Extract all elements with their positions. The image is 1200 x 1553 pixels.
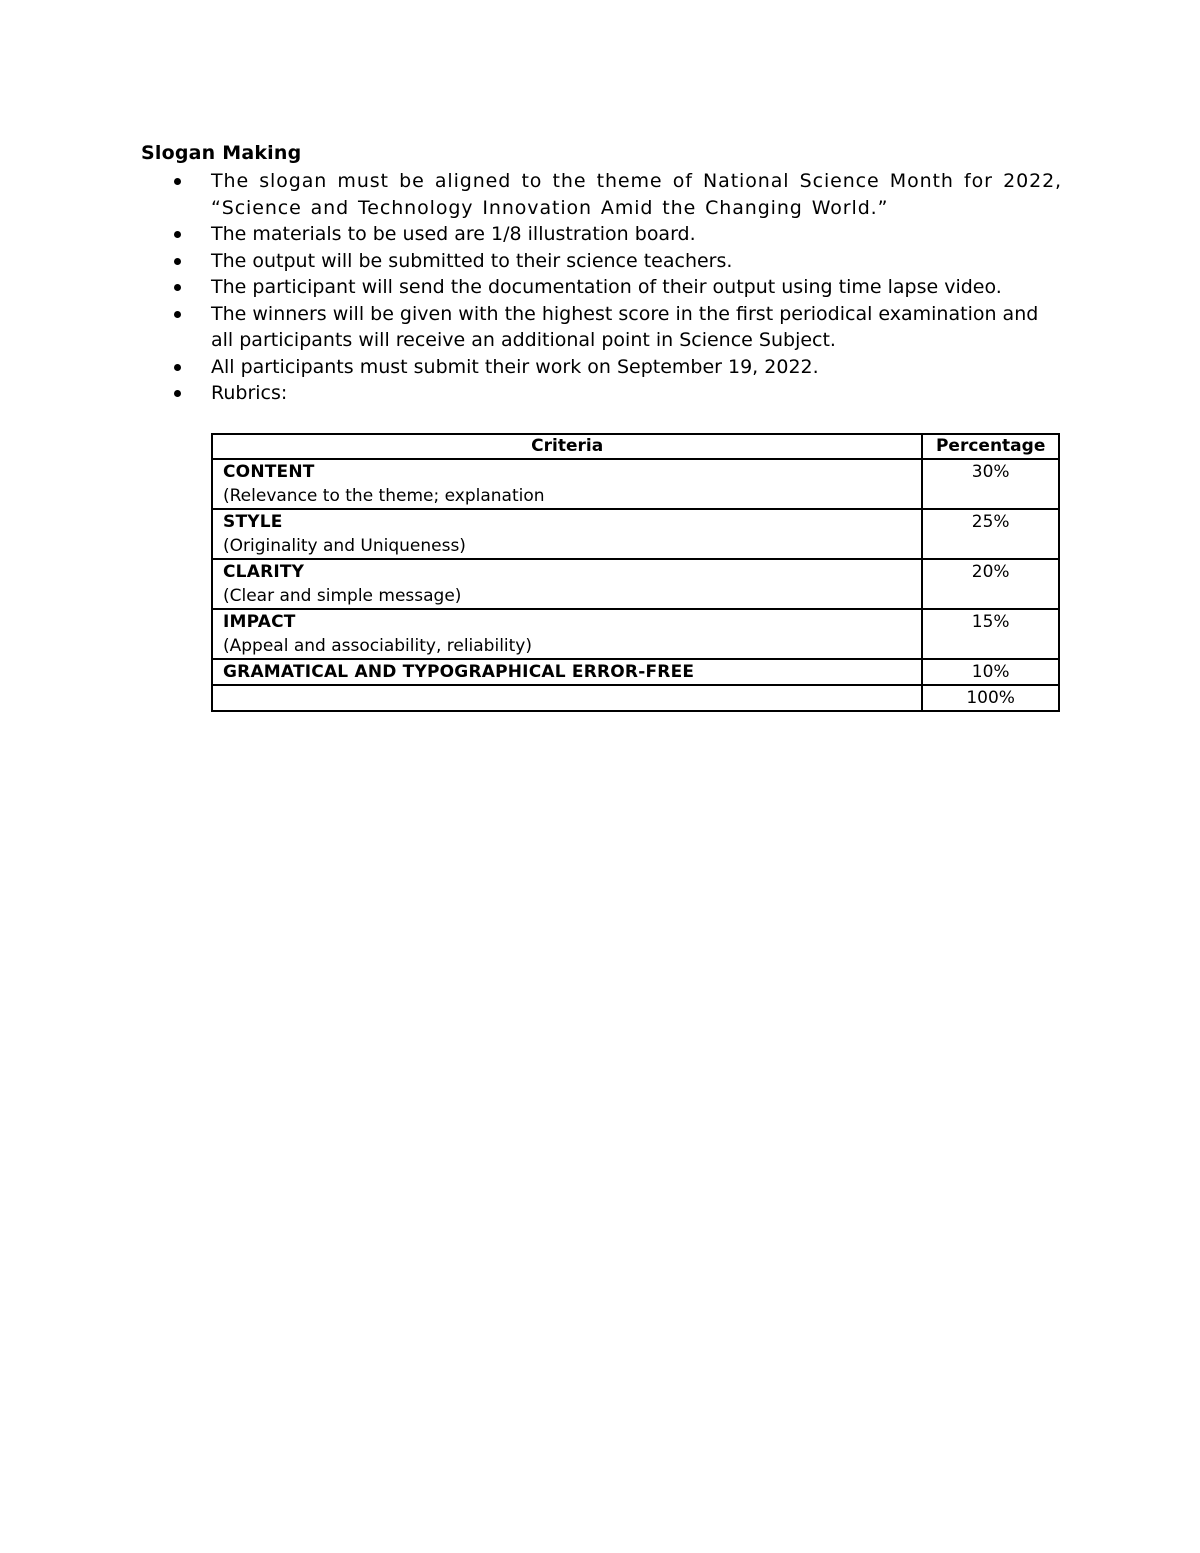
section-heading: Slogan Making xyxy=(141,142,302,164)
requirements-list xyxy=(170,168,1062,407)
percentage-cell: 20% xyxy=(922,559,1059,609)
list-item xyxy=(170,274,1062,301)
criteria-cell xyxy=(212,509,922,559)
bullet-icon xyxy=(174,178,181,185)
criteria-cell xyxy=(212,459,922,509)
criteria-description: (Clear and simple message) xyxy=(223,586,462,606)
bullet-icon xyxy=(174,311,181,318)
bullet-icon xyxy=(174,258,181,265)
total-row xyxy=(212,685,1059,711)
rubric-table xyxy=(211,433,1060,712)
criteria-name: CLARITY xyxy=(223,562,305,582)
table-row xyxy=(212,559,1059,609)
list-item-text: The materials to be used are 1/8 illustration board. xyxy=(211,223,696,245)
percentage-cell: 10% xyxy=(922,659,1059,685)
bullet-icon xyxy=(174,231,181,238)
list-item-text: All participants must submit their work on September 19, 2022. xyxy=(211,355,819,378)
list-item-text: The winners will be given with the highest score in the first periodical examination and all participants will receive an additional point in Science Subject. xyxy=(211,302,1039,351)
bullet-icon xyxy=(174,284,181,291)
table-row xyxy=(212,509,1059,559)
table-row xyxy=(212,459,1059,509)
criteria-name: GRAMATICAL AND TYPOGRAPHICAL ERROR-FREE xyxy=(223,662,695,682)
list-item xyxy=(170,354,1062,381)
table-header-row xyxy=(212,434,1059,459)
percentage-cell: 15% xyxy=(922,609,1059,659)
list-item xyxy=(170,380,1062,407)
list-item-text: The participant will send the documentation of their output using time lapse video. xyxy=(211,276,1002,298)
table-row xyxy=(212,609,1059,659)
total-label-cell xyxy=(212,685,922,711)
criteria-cell xyxy=(212,559,922,609)
criteria-description: (Appeal and associability, reliability) xyxy=(223,636,533,656)
list-item xyxy=(170,248,1062,275)
list-item-text: Rubrics: xyxy=(211,382,288,404)
table-row xyxy=(212,659,1059,685)
total-percentage-cell: 100% xyxy=(922,685,1059,711)
list-item xyxy=(170,301,1062,354)
criteria-description: (Relevance to the theme; explanation xyxy=(223,486,545,506)
list-item-text: The output will be submitted to their science teachers. xyxy=(211,249,733,272)
list-item-text: The slogan must be aligned to the theme of National Science Month for 2022, “Science and Technology Innovation Amid the Changing World.” xyxy=(211,170,1062,219)
bullet-icon xyxy=(174,390,181,397)
criteria-name: CONTENT xyxy=(223,462,315,482)
list-item xyxy=(170,168,1062,221)
percentage-cell: 25% xyxy=(922,509,1059,559)
percentage-header: Percentage xyxy=(922,434,1059,459)
list-item xyxy=(170,221,1062,248)
criteria-cell xyxy=(212,609,922,659)
criteria-header: Criteria xyxy=(212,434,922,459)
bullet-icon xyxy=(174,364,181,371)
criteria-description: (Originality and Uniqueness) xyxy=(223,536,466,556)
criteria-cell xyxy=(212,659,922,685)
criteria-name: IMPACT xyxy=(223,612,296,632)
criteria-name: STYLE xyxy=(223,512,283,532)
percentage-cell: 30% xyxy=(922,459,1059,509)
